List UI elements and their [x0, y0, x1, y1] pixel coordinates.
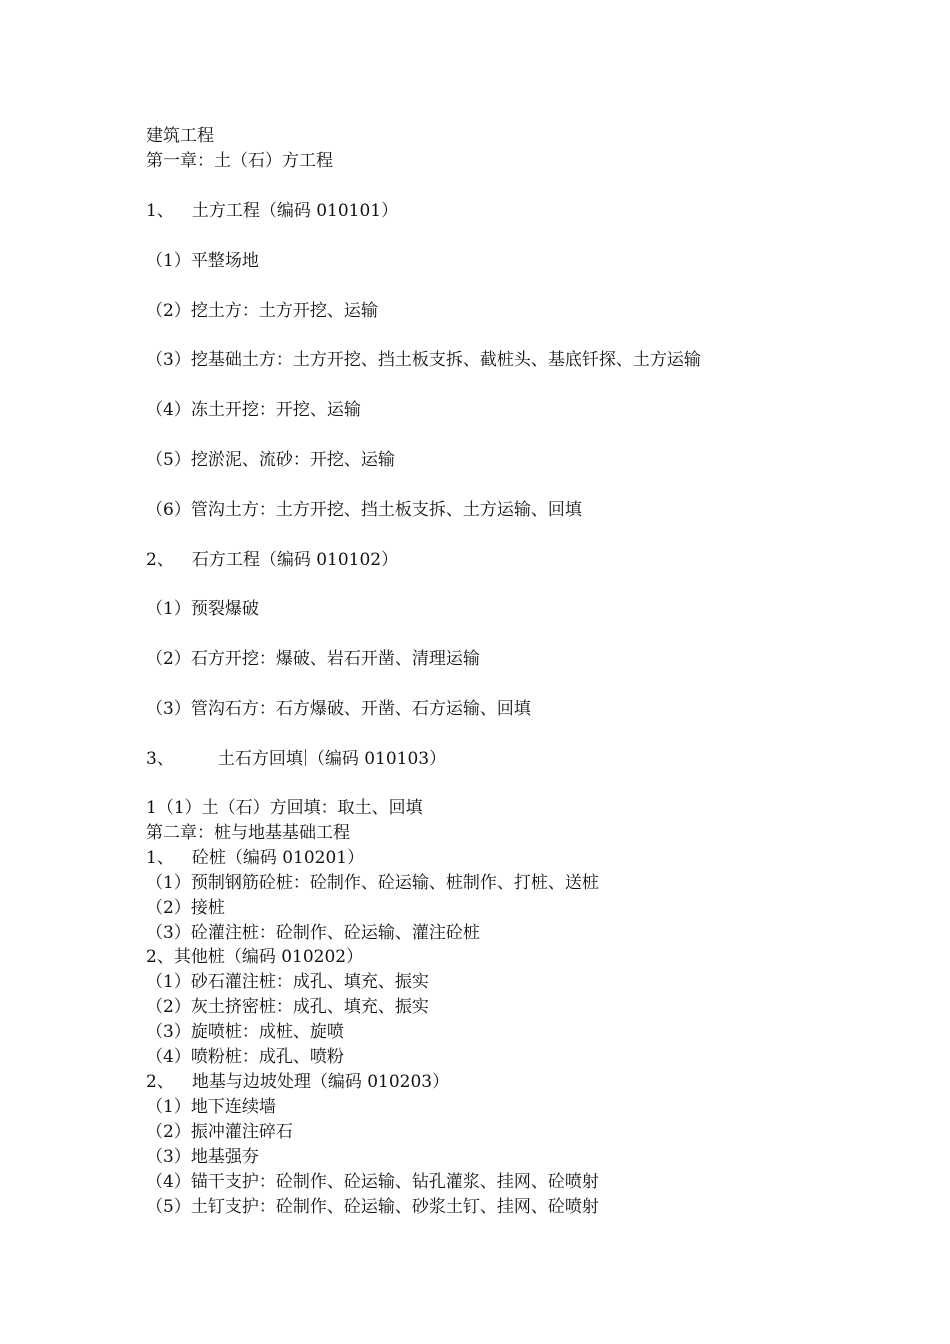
list-item: （4）喷粉桩：成孔、喷粉: [146, 1047, 344, 1067]
section-number: 1、: [146, 201, 174, 221]
list-item: （2）接桩: [146, 898, 225, 918]
list-item: （1）平整场地: [146, 251, 259, 271]
section-title: 石方工程（编码 010102）: [191, 550, 399, 570]
list-item: （1）砂石灌注桩：成孔、填充、振实: [146, 972, 429, 992]
section-number: 2、: [146, 550, 174, 570]
list-item: （4）锚干支护：砼制作、砼运输、钻孔灌浆、挂网、砼喷射: [146, 1172, 599, 1192]
section-1-2-heading: [146, 548, 398, 572]
chapter-1-heading: 第一章：土（石）方工程: [146, 151, 333, 171]
list-item: （6）管沟土方：土方开挖、挡土板支拆、土方运输、回填: [146, 500, 582, 520]
list-item: （3）砼灌注桩：砼制作、砼运输、灌注砼桩: [146, 923, 480, 943]
section-title: 砼桩（编码 010201）: [191, 848, 365, 868]
list-item: 1（1）土（石）方回填：取土、回填: [146, 798, 423, 818]
section-2-1-heading: [146, 846, 364, 870]
text-cursor: [305, 749, 306, 766]
section-number: 2、: [146, 1072, 174, 1092]
list-item: （3）挖基础土方：土方开挖、挡土板支拆、截桩头、基底钎探、土方运输: [146, 350, 701, 370]
list-item: （3）地基强夯: [146, 1147, 259, 1167]
list-item: （2）挖土方：土方开挖、运输: [146, 301, 378, 321]
list-item: （1）地下连续墙: [146, 1097, 276, 1117]
section-title: 地基与边坡处理（编码 010203）: [191, 1072, 450, 1092]
list-item: （1）预裂爆破: [146, 599, 259, 619]
list-item: （2）灰土挤密桩：成孔、填充、振实: [146, 997, 429, 1017]
list-item: （2）振冲灌注碎石: [146, 1122, 293, 1142]
list-item: （4）冻土开挖：开挖、运输: [146, 400, 361, 420]
section-title: 土石方回填: [217, 749, 303, 769]
list-item: （5）土钉支护：砼制作、砼运输、砂浆土钉、挂网、砼喷射: [146, 1197, 599, 1217]
chapter-2-heading: 第二章：桩与地基基础工程: [146, 823, 350, 843]
list-item: （1）预制钢筋砼桩：砼制作、砼运输、桩制作、打桩、送桩: [146, 873, 599, 893]
list-item: （3）管沟石方：石方爆破、开凿、石方运输、回填: [146, 699, 531, 719]
section-1-3-heading: [146, 747, 446, 771]
list-item: （5）挖淤泥、流砂：开挖、运输: [146, 450, 395, 470]
document-title: 建筑工程: [146, 126, 214, 146]
section-number: 3、: [146, 749, 174, 769]
list-item: （2）石方开挖：爆破、岩石开凿、清理运输: [146, 649, 480, 669]
section-number: 1、: [146, 848, 174, 868]
section-2-3-heading: [146, 1070, 449, 1094]
section-1-1-heading: [146, 199, 398, 223]
section-2-2-heading: 2、其他桩（编码 010202）: [146, 947, 364, 967]
list-item: （3）旋喷桩：成桩、旋喷: [146, 1022, 344, 1042]
section-title: 土方工程（编码 010101）: [191, 201, 399, 221]
section-code: （编码 010103）: [307, 749, 447, 769]
